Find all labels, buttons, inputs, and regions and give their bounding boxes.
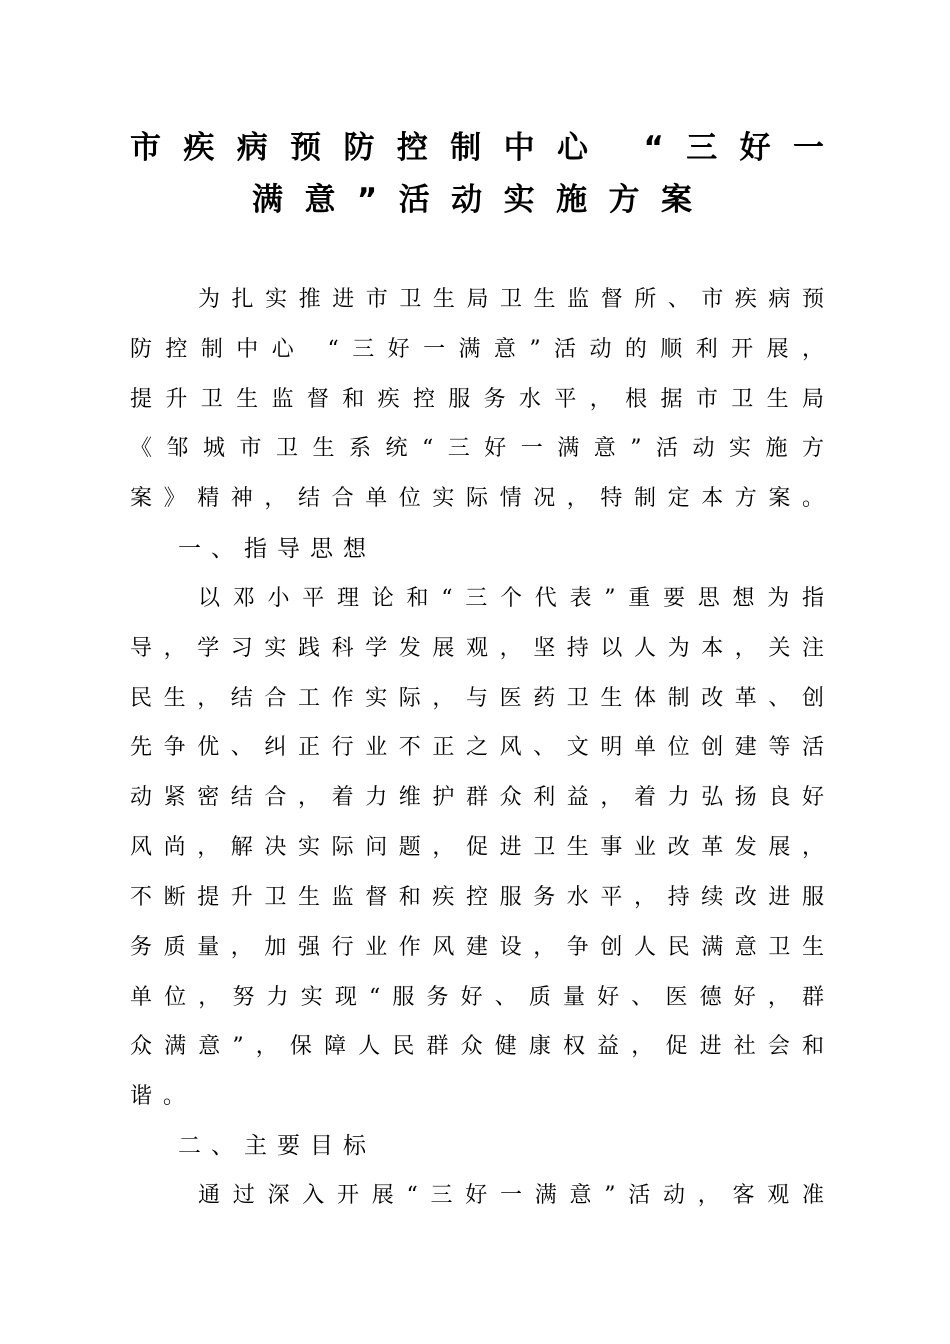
section-2-heading: 二、主要目标: [178, 1133, 376, 1159]
section-1-line: 以邓小平理论和“三个代表”重要思想为指: [198, 586, 824, 611]
intro-line: 案》精神，结合单位实际情况，特制定本方案。: [130, 486, 824, 511]
section-1-line: 民生，结合工作实际，与医药卫生体制改革、创: [130, 686, 824, 711]
intro-line: 防控制中心 “三好一满意”活动的顺利开展，: [130, 337, 824, 362]
section-1-line: 动紧密结合，着力维护群众利益，着力弘扬良好: [130, 785, 824, 810]
section-1-line: 众满意”，保障人民群众健康权益，促进社会和: [130, 1034, 824, 1059]
document-title-line-1: 市疾病预防控制中心 “三好一: [130, 130, 824, 166]
section-1-line: 导，学习实践科学发展观，坚持以人为本，关注: [130, 636, 824, 661]
section-2-line: 通过深入开展“三好一满意”活动，客观准: [198, 1183, 824, 1208]
document-title-line-2: 满意”活动实施方案: [252, 182, 692, 218]
intro-line: 《邹城市卫生系统“三好一满意”活动实施方: [130, 436, 824, 461]
section-1-line: 先争优、纠正行业不正之风、文明单位创建等活: [130, 735, 824, 760]
section-1-line: 务质量，加强行业作风建设，争创人民满意卫生: [130, 935, 824, 960]
section-1-line: 不断提升卫生监督和疾控服务水平，持续改进服: [130, 885, 824, 910]
section-1-line: 单位，努力实现“服务好、质量好、医德好，群: [130, 985, 824, 1010]
section-1-line: 风尚，解决实际问题，促进卫生事业改革发展，: [130, 835, 824, 860]
section-1-heading: 一、指导思想: [178, 536, 376, 562]
intro-line: 为扎实推进市卫生局卫生监督所、市疾病预: [198, 287, 824, 312]
section-1-line: 谐。: [130, 1084, 197, 1109]
intro-line: 提升卫生监督和疾控服务水平，根据市卫生局: [130, 387, 824, 412]
